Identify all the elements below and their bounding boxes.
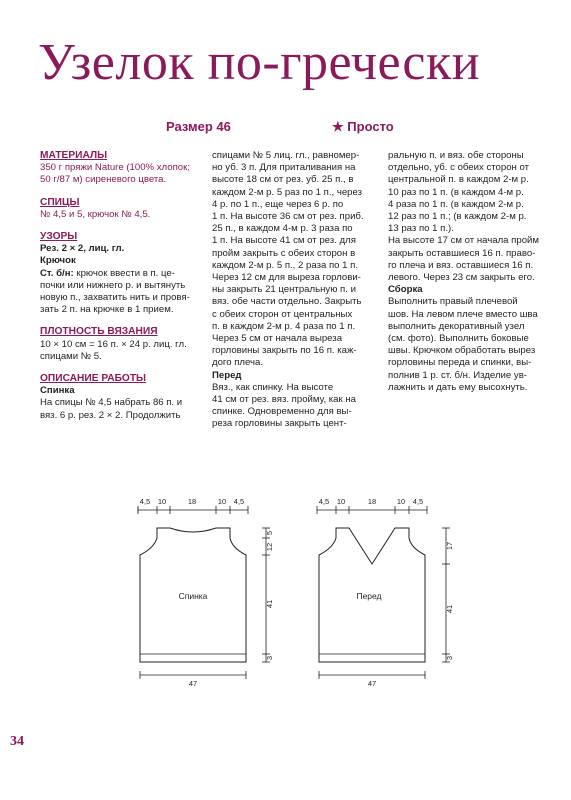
density-text: 10 × 10 см = 16 п. × 24 р. лиц. гл. <box>40 338 187 350</box>
back-dim-side-2: 12 <box>265 542 274 552</box>
back-dim-side-1: 5 <box>265 530 274 536</box>
back-dim-top-3: 18 <box>187 497 197 506</box>
front-dim-top-4: 10 <box>396 497 406 506</box>
front-dim-side-1: 17 <box>445 541 454 551</box>
section-materials-heading: МАТЕРИАЛЫ <box>40 150 108 161</box>
text-line: выполнить декоративный узел <box>388 320 525 332</box>
section-patterns-heading: УЗОРЫ <box>40 231 78 243</box>
text-line: горловины закрыть по 16 п. каж- <box>212 345 357 357</box>
front-dim-side-2: 41 <box>445 604 454 614</box>
text-line: горловины переда и спинки, вы- <box>388 357 532 369</box>
patterns-text: новую п., захватить нить и провя- <box>40 292 190 304</box>
front-schematic <box>317 506 450 679</box>
text-line: 13 раз по 1 п.). <box>388 223 454 235</box>
text-line: пройм закрыть с обеих сторон в <box>212 247 356 259</box>
front-dim-width: 47 <box>367 679 377 688</box>
text-line: 25 п., в каждом 4-м р. 3 раза по <box>212 223 353 235</box>
back-subheading: Спинка <box>40 385 75 397</box>
text-line: но уб. 3 п. Для приталивания на <box>212 162 356 174</box>
text-line: 1 п. На высоте 36 см от рез. приб. <box>212 211 364 223</box>
stitch-desc: крючок ввести в п. це- <box>73 267 175 279</box>
text-line: 10 раз по 1 п. (в каждом 4-м р. <box>388 186 524 198</box>
star-icon: ★ <box>332 119 344 134</box>
patterns-text: Рез. 2 × 2, лиц. гл. <box>40 243 125 255</box>
difficulty-label: Просто <box>347 119 394 134</box>
front-subheading: Перед <box>212 369 242 381</box>
assembly-subheading: Сборка <box>388 284 423 296</box>
text-line: Выполнить правый плечевой <box>388 296 518 308</box>
text-line: 12 раз по 1 п.; (в каждом 2-м р. <box>388 211 527 223</box>
patterns-subheading: Крючок <box>40 255 76 267</box>
text-line: лажнить и дать ему высохнуть. <box>388 381 528 393</box>
text-line: ны закрыть 21 центральную п. и <box>212 284 356 296</box>
patterns-text: почки или нижнего р. и вытянуть <box>40 279 186 291</box>
text-line: спицами № 5 лиц. гл., равномер- <box>212 150 360 161</box>
text-line: 1 п. На высоте 41 см от рез. для <box>212 235 356 247</box>
text-line: На высоте 17 см от начала пройм <box>388 235 539 247</box>
page-number: 34 <box>10 734 24 749</box>
text-line: п. в каждом 2-м р. 4 раза по 1 п. <box>212 320 356 332</box>
text-line: каждом 2-м р. 5 п., 2 раза по 1 п. <box>212 259 359 271</box>
patterns-text: зать 2 п. на крючке в 1 прием. <box>40 304 174 316</box>
text-line: отдельно, уб. с обеих сторон от <box>388 162 530 174</box>
text-line: реза горловины закрыть цент- <box>212 418 347 430</box>
text-line: дого плеча. <box>212 357 264 369</box>
section-work-heading: ОПИСАНИЕ РАБОТЫ <box>40 373 147 385</box>
text-line: полнив 1 р. ст. б/н. Изделие ув- <box>388 369 527 381</box>
text-line: Через 5 см от начала выреза <box>212 333 343 345</box>
text-line: Через 12 см для выреза горлови- <box>212 272 361 284</box>
text-line: 4 раза по 1 п. (в каждом 2-м р. <box>388 198 524 210</box>
back-label: Спинка <box>178 591 208 601</box>
front-dim-top-2: 10 <box>336 497 346 506</box>
text-line: закрыть оставшиеся 16 п. право- <box>388 247 536 259</box>
text-line: спинке. Одновременно для вы- <box>212 406 352 418</box>
back-dim-top-1: 4,5 <box>139 497 151 506</box>
needles-text: № 4,5 и 5, крючок № 4,5. <box>40 208 151 220</box>
materials-text: 350 г пряжи Nature (100% хлопок; <box>40 162 190 174</box>
text-line: швы. Крючком обработать вырез <box>388 345 536 357</box>
density-text: спицами № 5. <box>40 350 102 362</box>
text-line: левого. Через 23 см закрыть его. <box>388 272 535 284</box>
front-label: Перед <box>356 591 382 601</box>
work-text: На спицы № 4,5 набрать 86 п. и <box>40 397 183 409</box>
text-line: шов. На левом плече вместо шва <box>388 308 538 320</box>
text-line: Вяз., как спинку. На высоте <box>212 381 334 393</box>
section-density-heading: ПЛОТНОСТЬ ВЯЗАНИЯ <box>40 326 158 338</box>
text-line: с обеих сторон от центральных <box>212 308 353 320</box>
text-line: 4 р. по 1 п., еще через 6 р. по <box>212 198 344 210</box>
text-line: (см. фото). Выполнить боковые <box>388 333 529 345</box>
page-title: Узелок по-гречески <box>38 34 481 91</box>
text-line: 41 см от рез. вяз. пройму, как на <box>212 394 357 406</box>
work-text: вяз. 6 р. рез. 2 × 2. Продолжить <box>40 409 181 421</box>
text-line: каждом 2-м р. 5 раз по 1 п., через <box>212 186 363 198</box>
text-line: центральной п. в каждом 2-м р. <box>388 174 529 186</box>
materials-text: 50 г/87 м) сиреневого цвета. <box>40 174 167 186</box>
text-line: вяз. обе части отдельно. Закрыть <box>212 296 362 308</box>
front-dim-side-3: 3 <box>445 655 454 661</box>
back-dim-top-2: 10 <box>157 497 167 506</box>
stitch-term: Ст. б/н: <box>40 267 74 279</box>
text-line: ральную п. и вяз. обе стороны <box>388 150 524 161</box>
text-line: го плеча и вяз. оставшиеся 16 п. <box>388 259 534 271</box>
back-dim-side-3: 41 <box>265 599 274 609</box>
back-dim-top-4: 10 <box>217 497 227 506</box>
text-line: высоте 18 см от рез. уб. 25 п., в <box>212 174 354 186</box>
section-needles-heading: СПИЦЫ <box>40 196 80 208</box>
back-dim-top-5: 4,5 <box>233 497 245 506</box>
back-dim-width: 47 <box>188 679 198 688</box>
front-dim-top-1: 4,5 <box>318 497 330 506</box>
back-dim-side-4: 3 <box>265 655 274 661</box>
front-dim-top-5: 4,5 <box>412 497 424 506</box>
size-label: Размер 46 <box>166 119 231 134</box>
front-dim-top-3: 18 <box>367 497 377 506</box>
